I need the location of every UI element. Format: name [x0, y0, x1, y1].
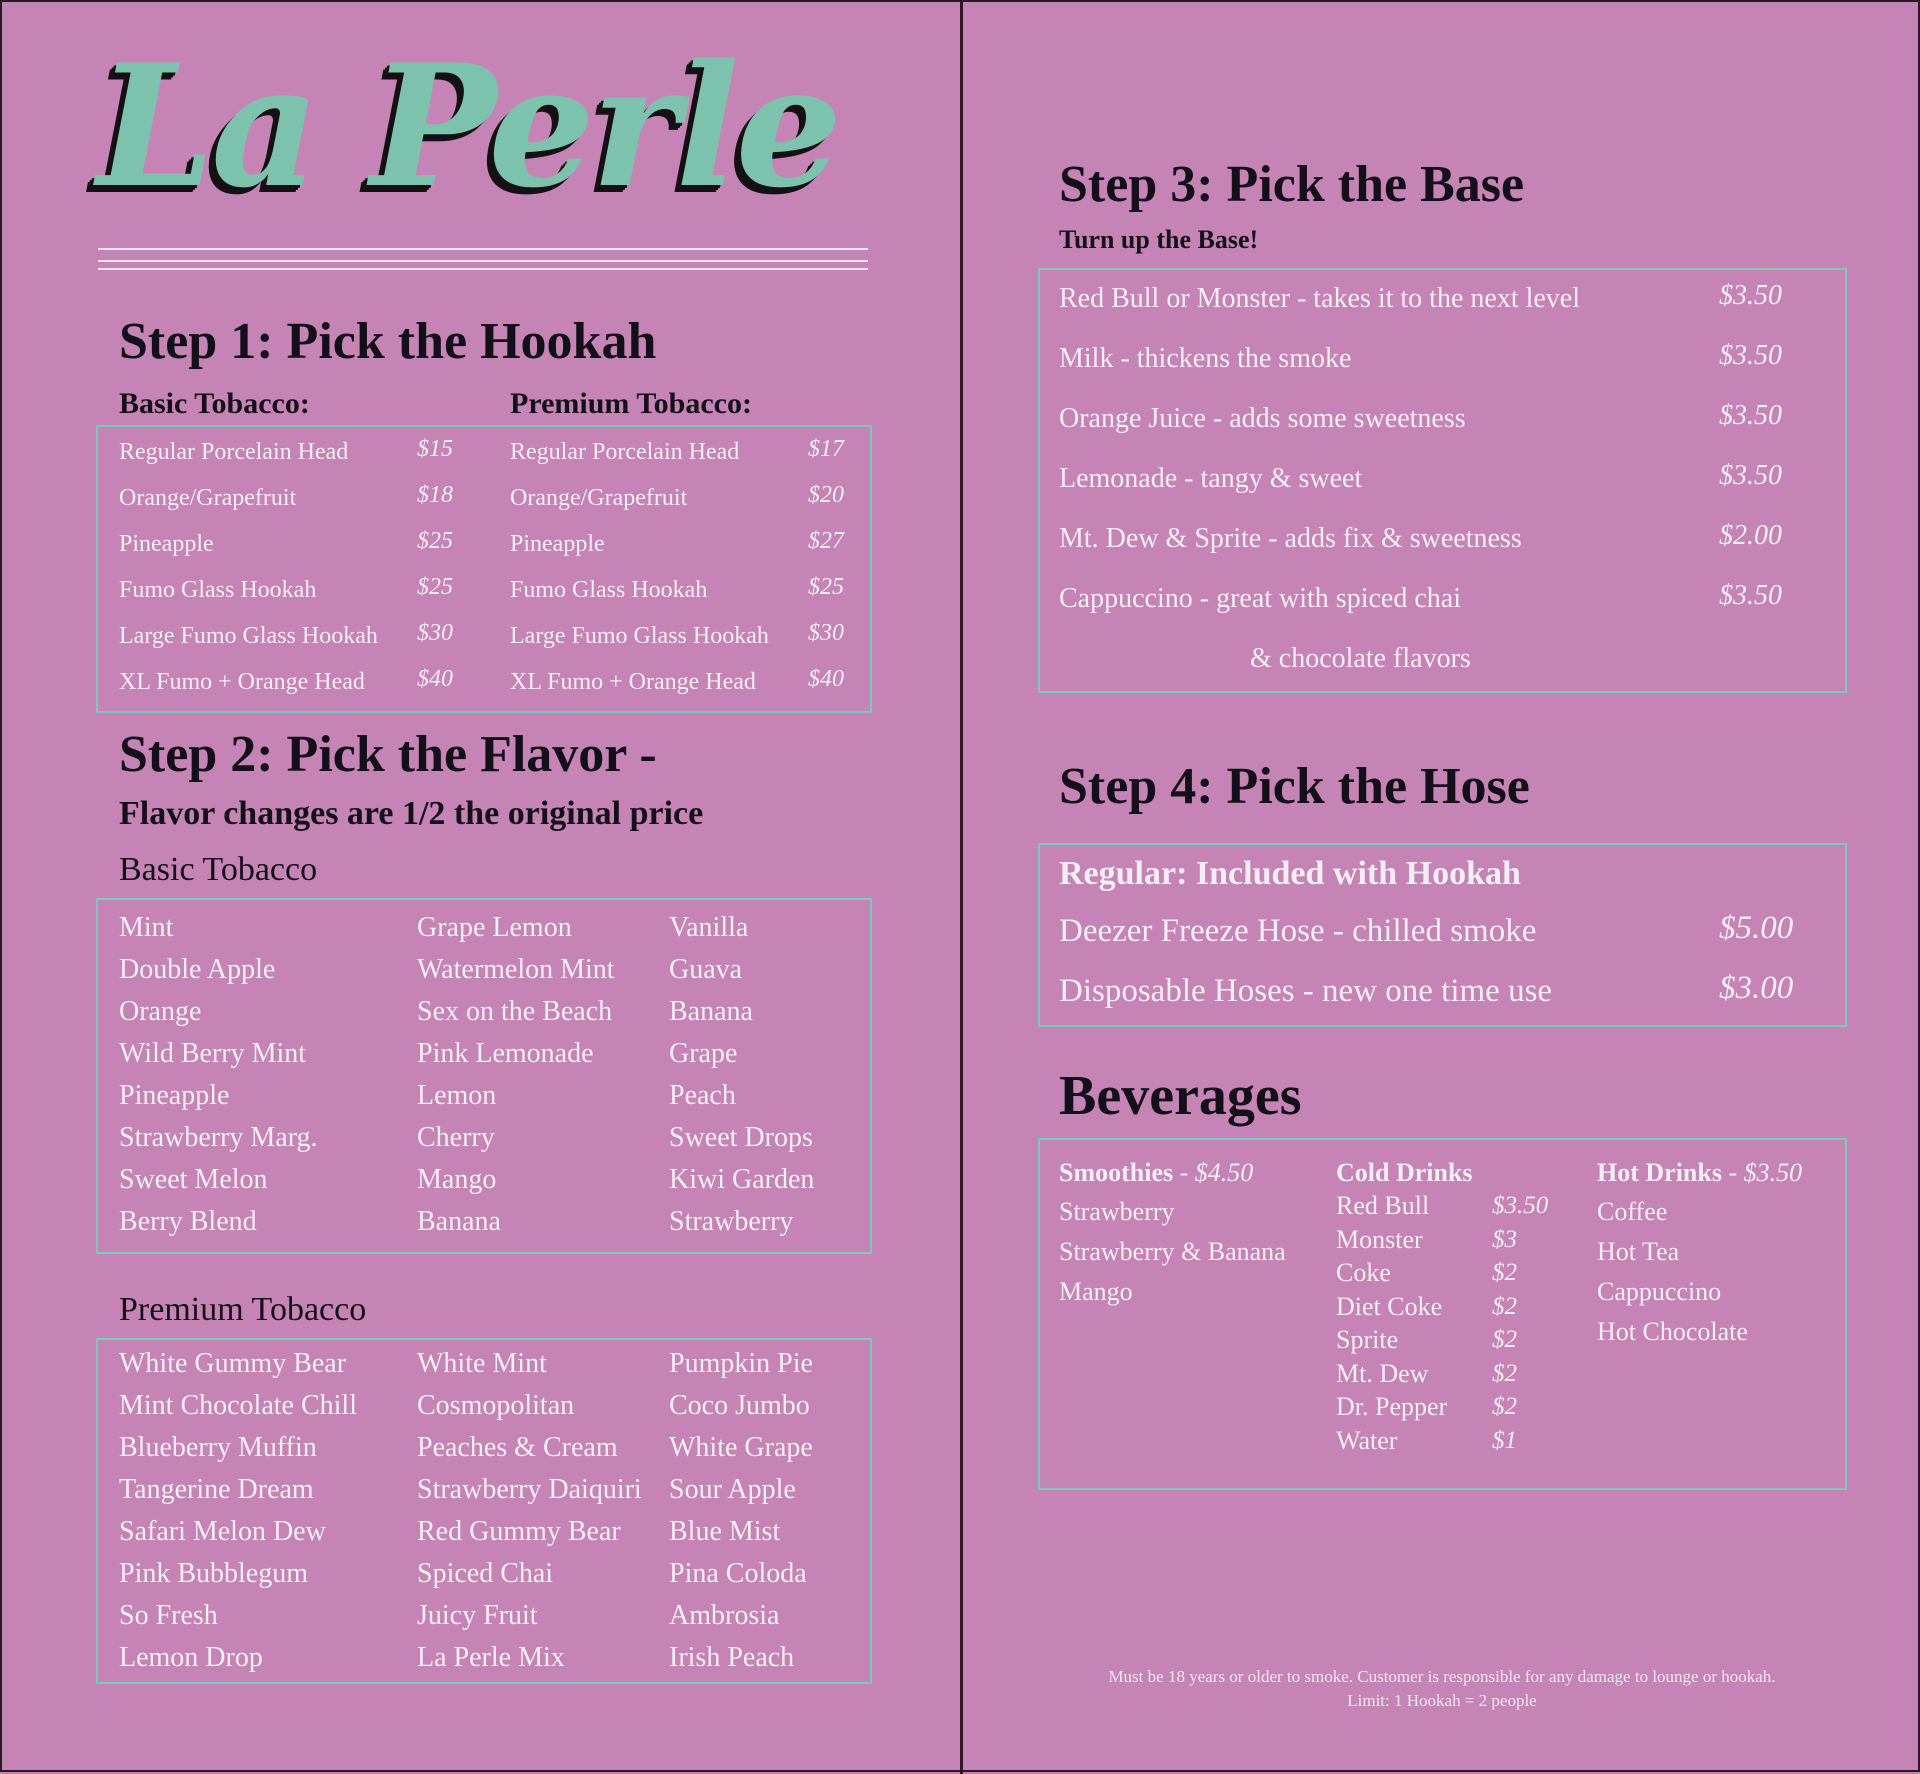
flavor-item: Strawberry	[669, 1206, 794, 1237]
cold-drink-name: Coke	[1336, 1258, 1391, 1287]
menu-item-price: $3.50	[1719, 400, 1782, 431]
menu-item-name: Mt. Dew & Sprite - adds fix & sweetness	[1059, 523, 1522, 554]
flavor-item: Pink Lemonade	[417, 1038, 594, 1069]
flavor-item: Pink Bubblegum	[119, 1558, 309, 1589]
cold-drink-name: Monster	[1336, 1224, 1423, 1254]
flavor-item: Guava	[669, 954, 743, 985]
menu-item-price: $3.50	[1719, 340, 1782, 371]
flavor-item: Strawberry Daiquiri	[417, 1474, 642, 1505]
menu-item-price: $27	[808, 528, 844, 554]
flavor-item: Mango	[1059, 1277, 1133, 1306]
smoothies-label: Smoothies	[1059, 1158, 1174, 1187]
flavor-item: Strawberry & Banana	[1059, 1237, 1286, 1266]
menu-item-price: $25	[417, 574, 453, 600]
flavor-item: Pina Coloda	[669, 1558, 807, 1589]
flavor-item: Pineapple	[119, 1080, 230, 1111]
flavor-item: Mango	[417, 1164, 497, 1195]
step4-regular: Regular: Included with Hookah	[1059, 855, 1521, 892]
flavor-item: Ambrosia	[669, 1600, 780, 1631]
flavor-item: Banana	[417, 1206, 501, 1237]
smoothies-dash: -	[1173, 1158, 1195, 1187]
cold-drink-price: $2	[1492, 1359, 1517, 1387]
hot-drinks-label: Hot Drinks	[1597, 1158, 1722, 1187]
flavor-item: Mint	[119, 912, 174, 943]
menu-item-name: Lemonade - tangy & sweet	[1059, 463, 1363, 494]
flavor-item: Blue Mist	[669, 1516, 781, 1547]
step3-subtitle: Turn up the Base!	[1059, 225, 1259, 254]
menu-item-name: Pineapple	[510, 531, 605, 557]
cold-drink-price: $2	[1492, 1292, 1517, 1320]
flavor-item: Kiwi Garden	[669, 1164, 815, 1195]
flavor-item: Cappuccino	[1597, 1277, 1722, 1306]
menu-item-name: Orange/Grapefruit	[119, 485, 297, 511]
menu-item-name: Deezer Freeze Hose - chilled smoke	[1059, 913, 1537, 949]
step1-basic-heading: Basic Tobacco:	[119, 387, 310, 420]
menu-item-price: $3.50	[1719, 280, 1782, 311]
flavor-item: Mint Chocolate Chill	[119, 1390, 357, 1421]
hot-drinks-price: $3.50	[1743, 1158, 1803, 1187]
step2-subtitle: Flavor changes are 1/2 the original price	[119, 795, 704, 832]
menu-item-name: Large Fumo Glass Hookah	[510, 623, 769, 649]
logo-rule	[98, 248, 868, 250]
flavor-item: Watermelon Mint	[417, 954, 615, 985]
cold-drink-price: $2	[1492, 1326, 1517, 1353]
cold-drink-name: Red Bull	[1336, 1191, 1430, 1220]
menu-item-name: Orange/Grapefruit	[510, 485, 688, 511]
flavor-item: Cherry	[417, 1122, 495, 1153]
menu-item-name: XL Fumo + Orange Head	[510, 669, 756, 695]
menu-item-price: $25	[808, 574, 844, 600]
menu-item-name: Regular Porcelain Head	[119, 439, 349, 465]
flavor-item: Safari Melon Dew	[119, 1516, 326, 1547]
flavor-item: Hot Chocolate	[1597, 1317, 1748, 1346]
step1-premium-heading: Premium Tobacco:	[510, 387, 752, 420]
menu-item-name: Disposable Hoses - new one time use	[1059, 973, 1553, 1009]
menu-item-name: Regular Porcelain Head	[510, 439, 740, 465]
flavor-item: Sweet Melon	[119, 1164, 268, 1195]
flavor-item: Peaches & Cream	[417, 1432, 618, 1463]
beverages-title: Beverages	[1059, 1065, 1302, 1127]
flavor-item: Strawberry Marg.	[119, 1122, 318, 1153]
cold-drink-price: $2	[1492, 1259, 1517, 1286]
menu-item-price: $18	[417, 482, 453, 508]
menu-item-name: Fumo Glass Hookah	[119, 577, 317, 603]
cold-drinks-heading: Cold Drinks	[1336, 1158, 1473, 1187]
flavor-item: Orange	[119, 996, 202, 1027]
flavor-item: Lemon Drop	[119, 1642, 263, 1673]
menu-item-name: Orange Juice - adds some sweetness	[1059, 403, 1466, 434]
beverages-box	[1038, 1138, 1847, 1490]
footer-disclaimer: Must be 18 years or older to smoke. Customer is responsible for any damage to lounge or hookah.	[1108, 1667, 1776, 1686]
flavor-item: White Grape	[669, 1432, 813, 1463]
flavor-item: Grape Lemon	[417, 912, 572, 943]
cold-drink-price: $1	[1492, 1426, 1517, 1454]
flavor-item: Lemon	[417, 1080, 497, 1111]
flavor-item: White Gummy Bear	[119, 1348, 347, 1379]
flavor-item: Sour Apple	[669, 1474, 796, 1505]
flavor-item: Cosmopolitan	[417, 1390, 575, 1421]
flavor-item: Peach	[669, 1080, 736, 1111]
flavor-item: Hot Tea	[1597, 1237, 1680, 1266]
flavor-item: Sex on the Beach	[417, 996, 613, 1027]
step2-basic-heading: Basic Tobacco	[119, 851, 318, 888]
menu-item-price: $3.50	[1719, 580, 1782, 611]
menu-item-price: $3.50	[1719, 460, 1782, 491]
cold-drink-name: Diet Coke	[1336, 1291, 1443, 1321]
menu-item-name: Cappuccino - great with spiced chai	[1059, 583, 1461, 614]
menu-item-price: $30	[808, 620, 844, 646]
flavor-item: Grape	[669, 1038, 738, 1069]
premium-flavor-heading: Premium Tobacco	[119, 1291, 367, 1328]
cold-drink-price: $3.50	[1492, 1192, 1549, 1219]
flavor-item: Strawberry	[1059, 1197, 1175, 1226]
menu-item-name: Large Fumo Glass Hookah	[119, 623, 378, 649]
footer-limit: Limit: 1 Hookah = 2 people	[1347, 1690, 1537, 1710]
menu-item-price: $40	[417, 666, 453, 692]
cold-drink-price: $2	[1492, 1393, 1517, 1420]
flavor-item: Vanilla	[669, 912, 749, 943]
menu-item-price: $2.00	[1719, 520, 1782, 551]
flavor-item: Wild Berry Mint	[119, 1038, 307, 1069]
logo-rule	[98, 260, 868, 262]
flavor-item: White Mint	[417, 1348, 547, 1379]
basic-flavor-box	[96, 898, 872, 1254]
smoothies-price: $4.50	[1194, 1158, 1254, 1187]
flavor-item: Juicy Fruit	[417, 1600, 538, 1631]
flavor-item: Red Gummy Bear	[417, 1516, 621, 1547]
flavor-item: Spiced Chai	[417, 1558, 554, 1589]
cold-drink-name: Sprite	[1336, 1325, 1399, 1354]
menu-item-price: $30	[417, 620, 453, 646]
flavor-item: Tangerine Dream	[119, 1474, 314, 1505]
menu-item-price: $3.00	[1719, 970, 1794, 1006]
flavor-item: Coffee	[1597, 1197, 1668, 1226]
step3-continuation: & chocolate flavors	[1250, 643, 1471, 674]
menu-item-price: $5.00	[1719, 910, 1794, 946]
smoothies-heading	[1059, 1160, 1253, 1186]
menu-item-price: $15	[417, 436, 453, 462]
menu-item-price: $40	[808, 666, 844, 692]
footer	[1032, 1665, 1852, 1713]
step4-title: Step 4: Pick the Hose	[1059, 758, 1530, 815]
hot-drinks-dash: -	[1721, 1158, 1744, 1187]
menu-item-name: Fumo Glass Hookah	[510, 577, 708, 603]
menu-item-name: XL Fumo + Orange Head	[119, 669, 365, 695]
flavor-item: Irish Peach	[669, 1642, 795, 1673]
flavor-item: Pumpkin Pie	[669, 1348, 813, 1379]
menu-item-price: $20	[808, 482, 844, 508]
center-divider	[960, 2, 963, 1774]
flavor-item: Coco Jumbo	[669, 1390, 810, 1421]
cold-drink-name: Water	[1336, 1425, 1398, 1455]
menu-item-price: $17	[808, 436, 844, 462]
brand-logo: La Perle	[97, 27, 839, 225]
logo-rule	[98, 268, 868, 270]
flavor-item: Double Apple	[119, 954, 276, 985]
menu-item-name: Red Bull or Monster - takes it to the next level	[1059, 283, 1581, 314]
cold-drink-name: Mt. Dew	[1336, 1358, 1429, 1388]
hot-drinks-heading	[1597, 1160, 1802, 1186]
step2-title: Step 2: Pick the Flavor -	[119, 726, 657, 783]
flavor-item: Banana	[669, 996, 753, 1027]
step1-title: Step 1: Pick the Hookah	[119, 313, 657, 370]
cold-drink-price: $3	[1492, 1225, 1517, 1253]
menu-item-name: Pineapple	[119, 531, 214, 557]
cold-drink-name: Dr. Pepper	[1336, 1392, 1448, 1421]
step3-title: Step 3: Pick the Base	[1059, 156, 1525, 213]
menu-item-price: $25	[417, 528, 453, 554]
flavor-item: Blueberry Muffin	[119, 1432, 317, 1463]
flavor-item: So Fresh	[119, 1600, 218, 1631]
flavor-item: Sweet Drops	[669, 1122, 813, 1153]
flavor-item: Berry Blend	[119, 1206, 257, 1237]
menu-item-name: Milk - thickens the smoke	[1059, 343, 1352, 374]
flavor-item: La Perle Mix	[417, 1642, 565, 1673]
